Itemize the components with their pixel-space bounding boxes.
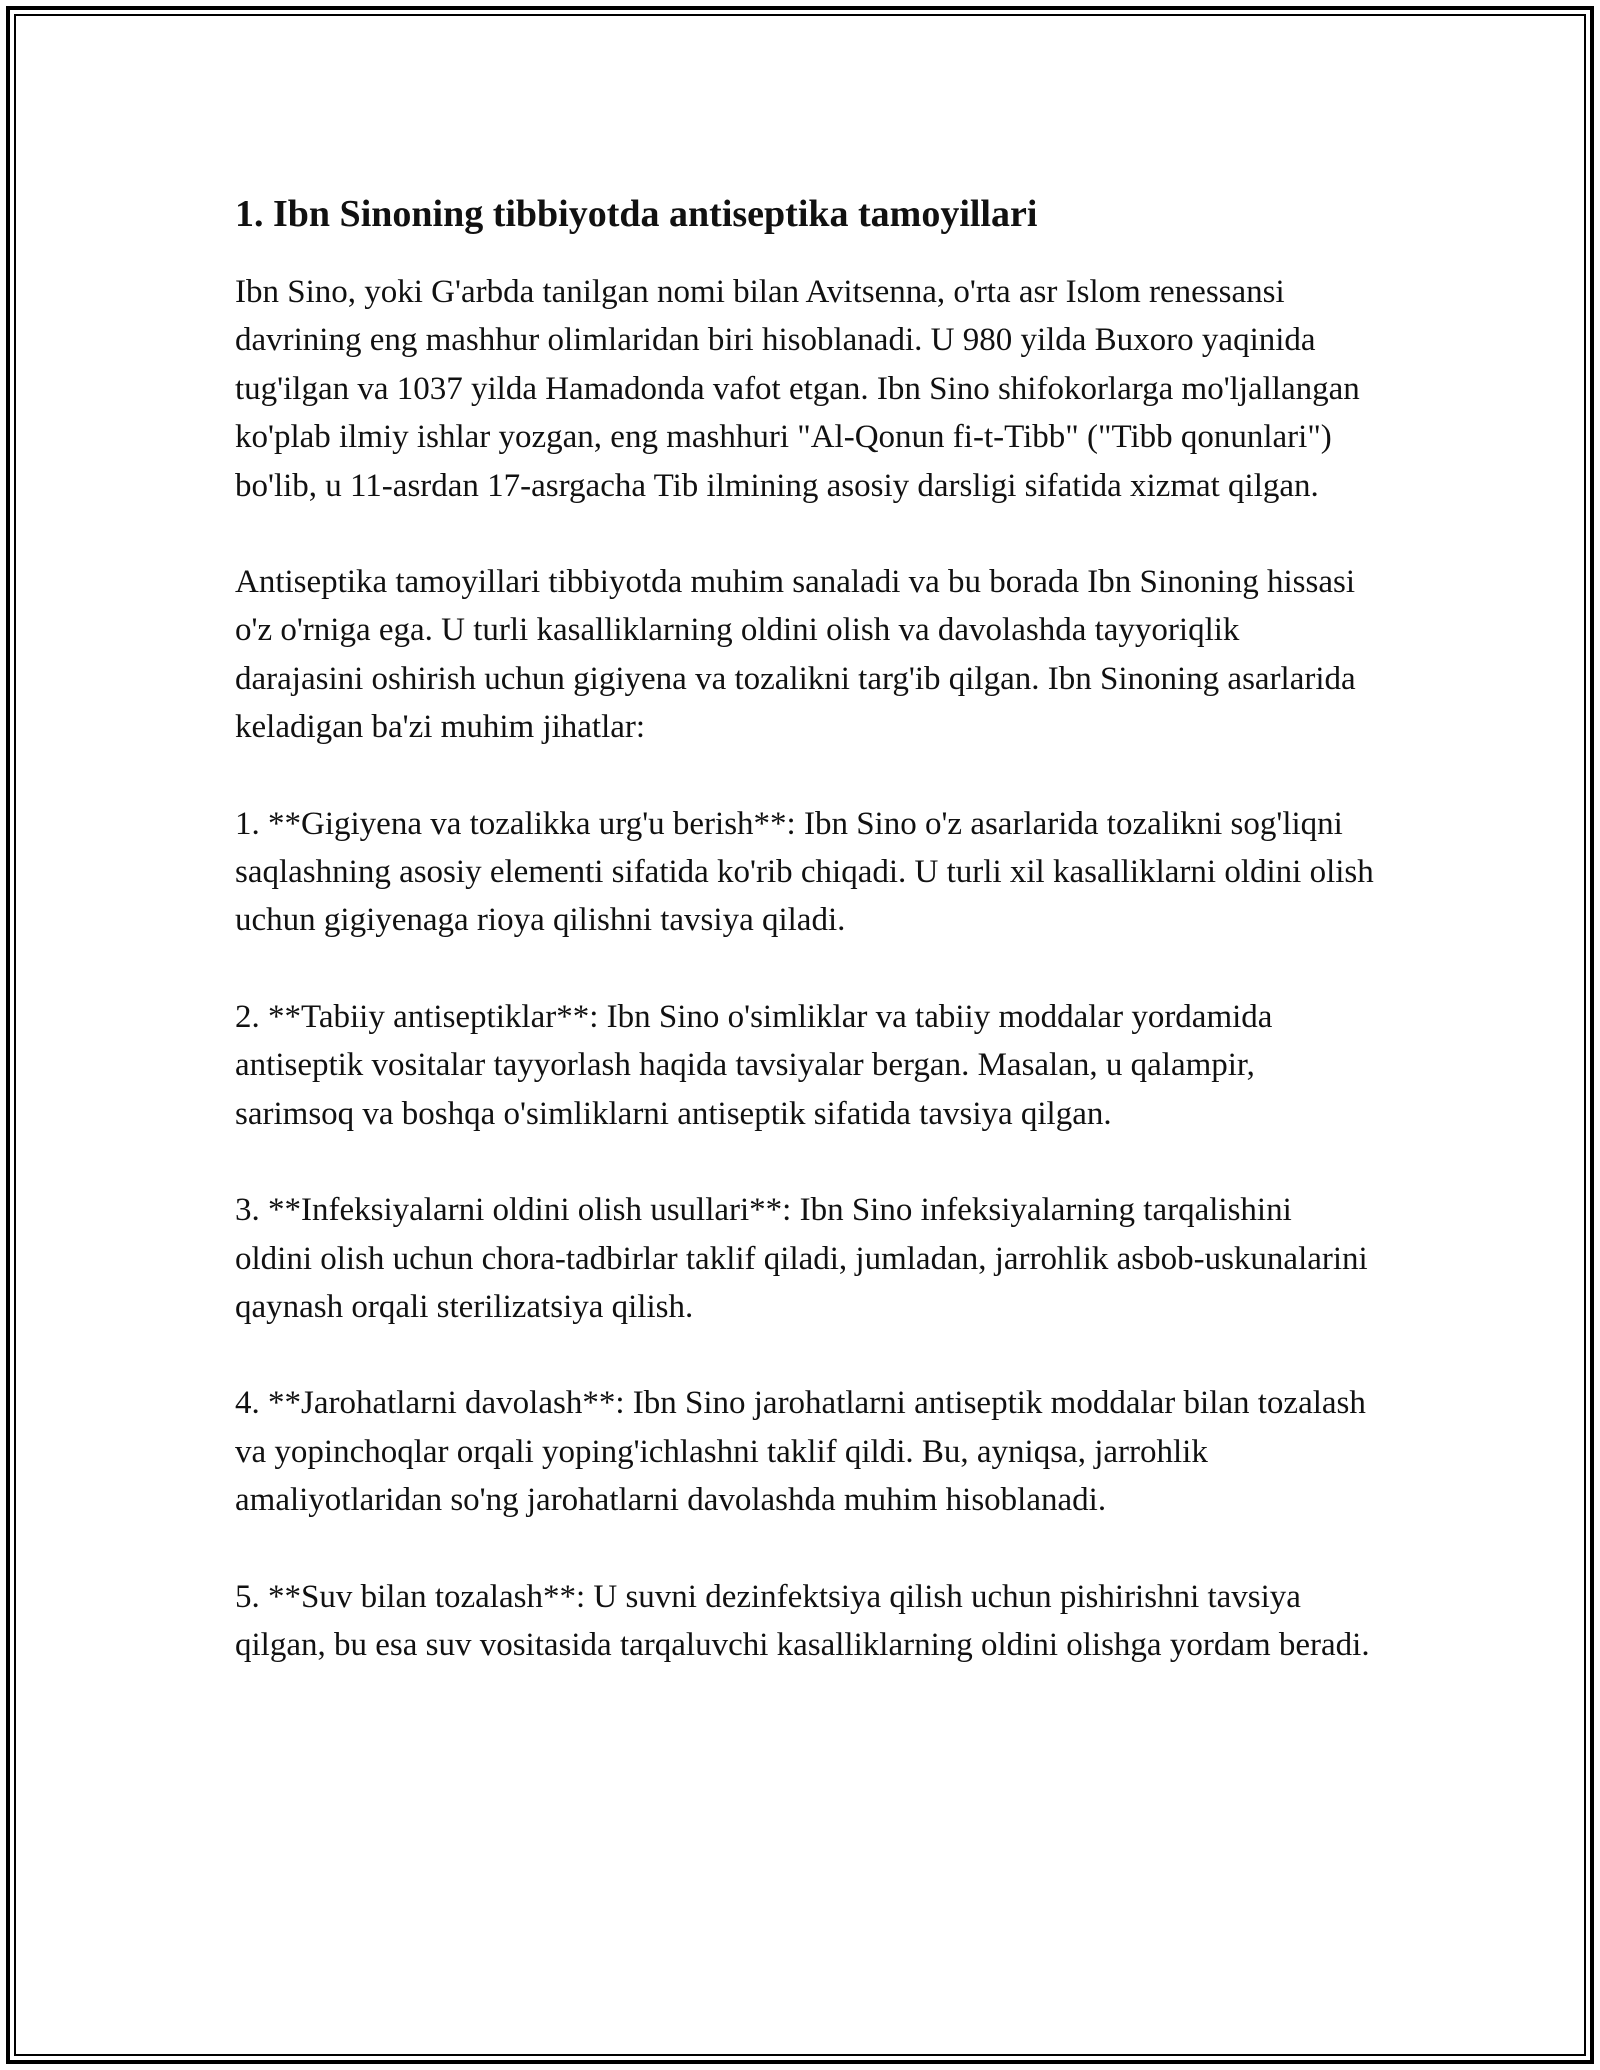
- paragraph-antiseptics: Antiseptika tamoyillari tibbiyotda muhim sanaladi va bu borada Ibn Sinoning hissasi o'z o'rniga ega. U turli kasalliklarning oldini olish va davolashda tayyoriqlik darajasini oshirish uchun gigiyena va tozalikni targ'ib qilgan. Ibn Sinoning asarlarida keladigan ba'zi muhim jihatlar:: [235, 564, 1356, 746]
- list-item-natural-antiseptics: 2. **Tabiiy antiseptiklar**: Ibn Sino o'simliklar va tabiiy moddalar yordamida antiseptik vositalar tayyorlash haqida tavsiyalar bergan. Masalan, u qalampir, sarimsoq va boshqa o'simliklarni antiseptik sifatida tavsiya qilgan.: [235, 998, 1273, 1132]
- list-item-wound-treatment: 4. **Jarohatlarni davolash**: Ibn Sino jarohatlarni antiseptik moddalar bilan tozalash va yopinchoqlar orqali yoping'ichlashni taklif qildi. Bu, ayniqsa, jarrohlik amaliyotlaridan so'ng jarohatlarni davolashda muhim hisoblanadi.: [235, 1385, 1366, 1519]
- document-body: [235, 186, 1375, 1669]
- list-item-water-cleaning: 5. **Suv bilan tozalash**: U suvni dezinfektsiya qilish uchun pishirishni tavsiya qilgan, bu esa suv vositasida tarqaluvchi kasalliklarning oldini olishga yordam beradi.: [235, 1578, 1370, 1663]
- list-item-infection-prevention: 3. **Infeksiyalarni oldini olish usullari**: Ibn Sino infeksiyalarning tarqalishini oldini olish uchun chora-tadbirlar taklif qiladi, jumladan, jarrohlik asbob-uskunalarini qaynash orqali sterilizatsiya qilish.: [235, 1192, 1368, 1325]
- paragraph-intro: Ibn Sino, yoki G'arbda tanilgan nomi bilan Avitsenna, o'rta asr Islom renessansi davrining eng mashhur olimlaridan biri hisoblanadi. U 980 yilda Buxoro yaqinida tug'ilgan va 1037 yilda Hamadonda vafot etgan. Ibn Sino shifokorlarga mo'ljallangan ko'plab ilmiy ishlar yozgan, eng mashhuri "Al-Qonun fi-t-Tibb" ("Tibb qonunlari") bo'lib, u 11-asrdan 17-asrgacha Tib ilmining asosiy darsligi sifatida xizmat qilgan.: [235, 274, 1360, 504]
- list-item-hygiene: 1. **Gigiyena va tozalikka urg'u berish**: Ibn Sino o'z asarlarida tozalikni sog'liqni saqlashning asosiy elementi sifatida ko'rib chiqadi. U turli xil kasalliklarni oldini olish uchun gigiyenaga rioya qilishni tavsiya qiladi.: [235, 805, 1374, 939]
- document-title: 1. Ibn Sinoning tibbiyotda antiseptika tamoyillari: [235, 193, 1038, 235]
